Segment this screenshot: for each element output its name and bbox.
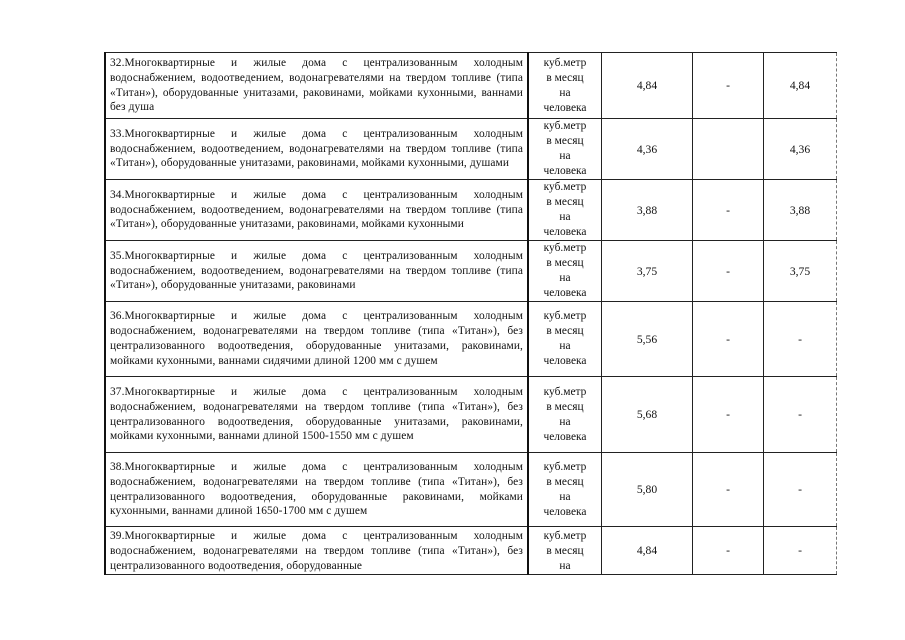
norm-value-3: 3,88 [789,203,811,217]
norm-value-2: - [726,264,730,278]
table-row [105,527,837,575]
value-cell [764,180,837,241]
unit-line: в месяц [546,196,584,208]
norm-value: 5,56 [636,332,658,346]
unit-line: человека [543,505,587,518]
unit-line: куб.метр [543,242,587,254]
unit-line: на [559,490,571,503]
description-cell [105,241,528,302]
table-row [105,119,837,180]
unit-of-measure [529,119,601,179]
value-cell [764,377,837,453]
value-cell [764,241,837,302]
value-cell [693,53,764,119]
value-cell [693,119,764,180]
description-cell [105,180,528,241]
norm-value: 4,84 [636,544,658,557]
value-cell [602,453,693,527]
unit-line: куб.метр [543,385,587,398]
row-description: 34.Многоквартирные и жилые дома с централизованным холодным водоснабжением, водоотведением, водонагревателями на твердом топливе (типа «Титан»), оборудованные унитазами, раковинами, мойками кухонными [110,188,523,231]
unit-line: на [559,86,571,99]
norm-value-3: - [798,544,802,557]
unit-line: на [559,211,571,223]
value-cell [764,53,837,119]
unit-line: куб.метр [543,530,587,542]
norm-value-2: - [726,544,730,557]
unit-line: в месяц [546,400,584,413]
description-cell [105,53,528,119]
norm-value: 3,88 [636,203,658,217]
table-body [105,53,837,575]
unit-of-measure [529,527,601,574]
water-consumption-norms-table [104,52,837,575]
norm-value-3: - [798,483,802,496]
row-description: 39.Многоквартирные и жилые дома с централизованным холодным водоснабжением, водонагревателями на твердом топливе (типа «Титан»), без централизованного водоотведения, оборудованные [110,530,523,572]
value-cell [602,241,693,302]
norm-value: 5,80 [636,483,658,496]
value-cell [764,119,837,180]
value-cell [693,241,764,302]
unit-line: человека [543,430,587,443]
norm-value-2: - [726,203,730,217]
table-row [105,241,837,302]
table-row [105,53,837,119]
unit-of-measure [529,385,601,445]
unit-line: на [559,150,571,162]
value-cell [602,302,693,377]
unit-of-measure [529,241,601,301]
unit-line: на [559,415,571,428]
norm-value-3: 3,75 [789,264,811,278]
unit-line: в месяц [546,475,584,488]
unit-line: куб.метр [543,120,587,132]
value-cell [602,53,693,119]
value-cell [693,180,764,241]
norm-value-3: 4,36 [789,142,811,156]
row-description: 36.Многоквартирные и жилые дома с централизованным холодным водоснабжением, водонагревателями на твердом топливе (типа «Титан»), без централизованного водоотведения, оборудованные унитазами, раковинами, мойками кухонными, ваннами сидячими длиной 1200 мм с душем [110,310,523,367]
unit-line: в месяц [546,257,584,269]
norm-value-3: 4,84 [789,79,811,92]
norm-value: 3,75 [636,264,658,278]
unit-line: человека [543,165,587,177]
unit-cell [528,180,602,241]
unit-line: человека [543,355,587,367]
unit-of-measure [529,180,601,240]
value-cell [764,302,837,377]
unit-line: в месяц [546,325,584,337]
value-cell [602,527,693,575]
unit-line: человека [543,101,587,114]
unit-line: куб.метр [543,181,587,193]
unit-line: человека [543,226,587,238]
row-description: 32.Многоквартирные и жилые дома с централизованным холодным водоснабжением, водоотведением, водонагревателями на твердом топливе (типа «Титан»), оборудованные унитазами, раковинами, мойками кухонными, ваннами без душа [110,56,523,114]
unit-line: куб.метр [543,310,587,322]
description-cell [105,527,528,575]
norm-value-3: - [798,332,802,346]
unit-cell [528,377,602,453]
value-cell [602,377,693,453]
table-row [105,453,837,527]
unit-of-measure [529,460,601,520]
row-description: 38.Многоквартирные и жилые дома с централизованным холодным водоснабжением, водонагревателями на твердом топливе (типа «Титан»), без централизованного водоотведения, оборудованные раковинами, мойками кухонными, ваннами длиной 1650-1700 мм с душем [110,460,523,518]
description-cell [105,302,528,377]
table-row [105,180,837,241]
value-cell [602,180,693,241]
unit-cell [528,302,602,377]
norm-value: 5,68 [636,408,658,421]
unit-line: человека [543,287,587,299]
unit-cell [528,53,602,119]
norm-value-2: - [726,332,730,346]
norm-value-2: - [726,408,730,421]
table-row [105,302,837,377]
norm-value-3: - [798,408,802,421]
unit-of-measure [529,56,601,116]
unit-cell [528,527,602,575]
unit-line: куб.метр [543,460,587,473]
description-cell [105,453,528,527]
unit-line: на [559,340,571,352]
description-cell [105,377,528,453]
unit-line: в месяц [546,545,584,557]
value-cell [602,119,693,180]
unit-cell [528,119,602,180]
value-cell [764,527,837,575]
row-description: 33.Многоквартирные и жилые дома с централизованным холодным водоснабжением, водоотведением, водонагревателями на твердом топливе (типа «Титан»), оборудованные унитазами, раковинами, мойками кухонными, душами [110,127,523,170]
value-cell [764,453,837,527]
unit-cell [528,241,602,302]
unit-line: на [559,272,571,284]
row-description: 35.Многоквартирные и жилые дома с централизованным холодным водоснабжением, водоотведением, водонагревателями на твердом топливе (типа «Титан»), оборудованные унитазами, раковинами [110,249,523,292]
value-cell [693,377,764,453]
norm-value-2: - [726,483,730,496]
row-description: 37.Многоквартирные и жилые дома с централизованным холодным водоснабжением, водонагревателями на твердом топливе (типа «Титан»), без централизованного водоотведения, оборудованные унитазами, раковинами, мойками кухонными, ваннами длиной 1500-1550 мм с душем [110,385,523,443]
unit-line: в месяц [546,135,584,147]
unit-of-measure [529,309,601,369]
norm-value: 4,36 [636,142,658,156]
value-cell [693,527,764,575]
norm-value: 4,84 [636,79,658,92]
unit-line: на [559,560,571,572]
unit-line: куб.метр [543,56,587,69]
table-row [105,377,837,453]
description-cell [105,119,528,180]
unit-line: в месяц [546,71,584,84]
unit-cell [528,453,602,527]
value-cell [693,453,764,527]
value-cell [693,302,764,377]
norm-value-2: - [726,79,730,92]
